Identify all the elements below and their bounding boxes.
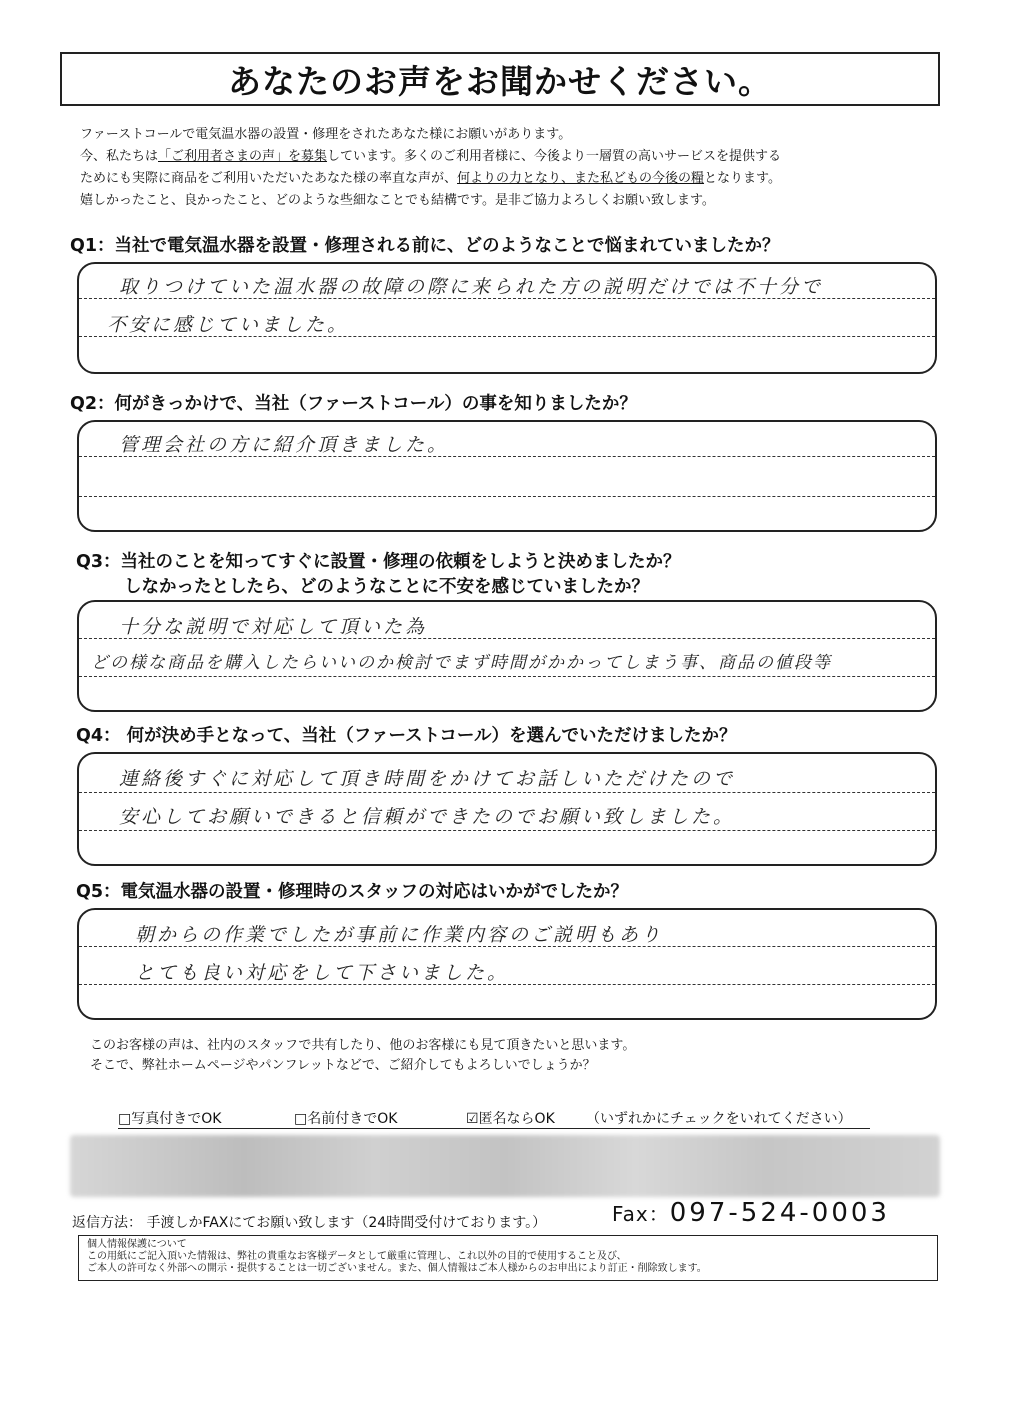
share-line-2: そこで、弊社ホームページやパンフレットなどで、ご紹介してもよろしいでしょうか？: [90, 1058, 596, 1073]
question-3-label-2: しなかったとしたら、どのようなことに不安を感じていましたか？: [124, 577, 649, 597]
intro-line-3a: ためにも実際に商品をご利用いただいたあなた様の率直な声が、: [80, 171, 458, 186]
question-5-label: Q5：電気温水器の設置・修理時のスタッフの対応はいかがでしたか？: [76, 882, 629, 902]
intro-line-2b: 「ご利用者さまの声」を募集: [158, 149, 328, 164]
answer-5-text-2: とても良い対応をして下さいました。: [135, 962, 510, 984]
privacy-line-1: この用紙にご記入頂いた情報は、弊社の貴重なお客様データとして厳重に管理し、これ以外の目的で使用すること及び、: [87, 1251, 627, 1262]
answer-3-text-1: 十分な説明で対応して頂いた為: [119, 616, 428, 638]
answer-line: [79, 496, 935, 497]
title-box: [60, 52, 940, 106]
privacy-notice-box: [78, 1235, 938, 1281]
photo-ok-checkbox[interactable]: □写真付きでOK: [118, 1111, 222, 1127]
intro-line-3c: となります。: [704, 171, 781, 186]
question-4-label: Q4： 何が決め手となって、当社（ファーストコール）を選んでいただけましたか？: [76, 726, 737, 746]
fax-label: Fax：: [612, 1202, 670, 1226]
answer-3-text-2: どの様な商品を購入したらいいのか検討でまず時間がかかってしまう事、商品の値段等: [91, 653, 832, 673]
answer-1-text-2: 不安に感じていました。: [107, 314, 350, 336]
intro-line-1: ファーストコールで電気温水器の設置・修理をされたあなた様にお願いがあります。: [80, 127, 572, 142]
reply-method: 返信方法： 手渡しかFAXにてお願い致します（24時間受付けております。）: [72, 1215, 547, 1231]
question-2-label: Q2：何がきっかけで、当社（ファーストコール）の事を知りましたか？: [70, 394, 637, 414]
answer-1-box[interactable]: [77, 262, 937, 374]
privacy-line-2: ご本人の許可なく外部への開示・提供することは一切ございません。また、個人情報はご本人様からのお申出により訂正・削除致します。: [87, 1263, 707, 1274]
answer-line: [79, 676, 935, 677]
intro-line-2a: 今、私たちは: [80, 149, 159, 164]
answer-1-text-1: 取りつけていた温水器の故障の際に来られた方の説明だけでは不十分で: [119, 276, 824, 298]
name-ok-checkbox[interactable]: □名前付きでOK: [294, 1111, 398, 1127]
redacted-customer-info: [70, 1135, 940, 1197]
consent-options: [118, 1108, 870, 1129]
page-title: あなたのお声をお聞かせください。: [228, 61, 772, 101]
question-3-label: Q3：当社のことを知ってすぐに設置・修理の依頼をしようと決めましたか？: [76, 552, 681, 572]
share-line-1: このお客様の声は、社内のスタッフで共有したり、他のお客様にも見て頂きたいと思います。: [90, 1038, 636, 1053]
answer-5-box[interactable]: [77, 908, 937, 1020]
answer-4-text-1: 連絡後すぐに対応して頂き時間をかけてお話しいただけたので: [119, 768, 736, 790]
answer-4-box[interactable]: [77, 752, 937, 866]
intro-line-4: 嬉しかったこと、良かったこと、どのような些細なことでも結構です。是非ご協力よろしくお願い致します。: [80, 193, 715, 208]
fax-number: 097-524-0003: [669, 1198, 890, 1228]
answer-line: [79, 792, 935, 793]
intro-line-2c: しています。多くのご利用者様に、今後より一層質の高いサービスを提供する: [327, 149, 781, 164]
intro-paragraph: [80, 124, 960, 212]
answer-3-box[interactable]: [77, 600, 937, 712]
anonymous-ok-label: 匿名ならOK: [478, 1111, 555, 1127]
fax-line: [612, 1198, 890, 1228]
intro-line-2: [80, 146, 960, 168]
answer-4-text-2: 安心してお願いできると信頼ができたのでお願い致しました。: [119, 806, 736, 828]
anonymous-ok-checkbox[interactable]: [466, 1108, 555, 1128]
check-instruction: （いずれかにチェックをいれてください）: [586, 1111, 852, 1127]
answer-2-box[interactable]: [77, 420, 937, 532]
privacy-heading: 個人情報保護について: [87, 1239, 187, 1250]
intro-line-3: [80, 168, 960, 190]
checkmark-icon: ☑: [466, 1111, 479, 1127]
question-1-label: Q1：当社で電気温水器を設置・修理される前に、どのようなことで悩まれていましたか？: [70, 236, 780, 256]
answer-2-text-1: 管理会社の方に紹介頂きました。: [119, 434, 450, 456]
answer-5-text-1: 朝からの作業でしたが事前に作業内容のご説明もあり: [135, 924, 664, 946]
answer-line: [79, 830, 935, 831]
intro-line-3b: 何よりの力となり、また私どもの今後の糧: [457, 171, 705, 186]
